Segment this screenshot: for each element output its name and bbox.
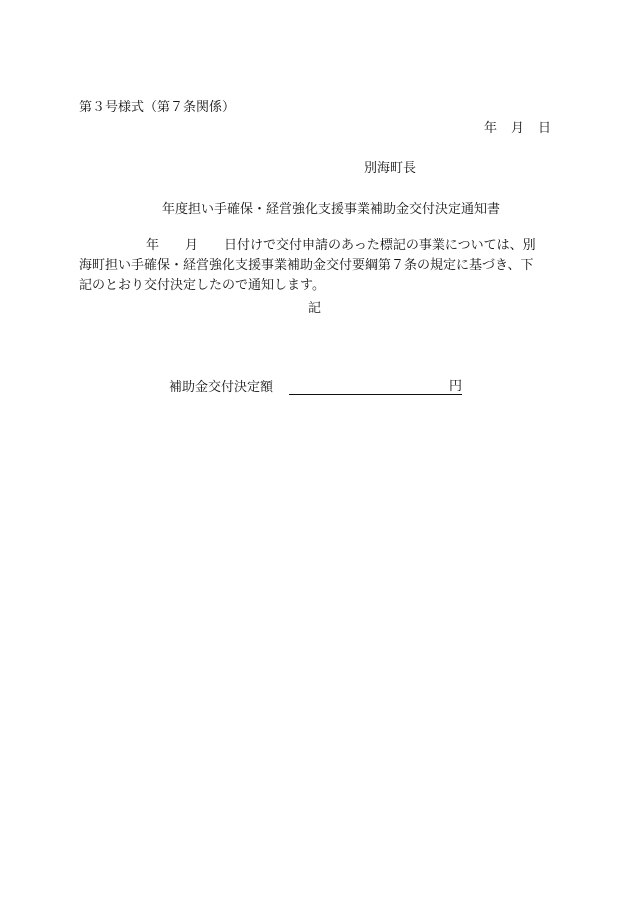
amount-row [169,375,462,395]
body-line-3: 記のとおり交付決定したので通知します。 [79,278,325,293]
document-title: 年度担い手確保・経営強化支援事業補助金交付決定通知書 [162,202,501,217]
amount-label: 補助金交付決定額 [169,380,274,395]
date-month: 月 [511,121,525,136]
amount-unit: 円 [449,375,462,395]
date-day: 日 [538,121,552,136]
issuer-name: 別海町長 [364,161,417,176]
date-line [484,117,551,136]
ki-heading: 記 [308,301,322,316]
body-year: 年 [146,238,160,253]
amount-blank-field [289,379,449,395]
body-line-1 [79,236,551,256]
body-month: 月 [185,238,199,253]
body-line-2: 海町担い手確保・経営強化支援事業補助金交付要綱第７条の規定に基づき、下 [79,258,534,273]
date-year: 年 [484,121,498,136]
body-line-1-text: 日付けで交付申請のあった標記の事業については、別 [224,238,536,253]
form-number: 第３号様式（第７条関係） [79,100,236,115]
notice-body [79,236,551,296]
